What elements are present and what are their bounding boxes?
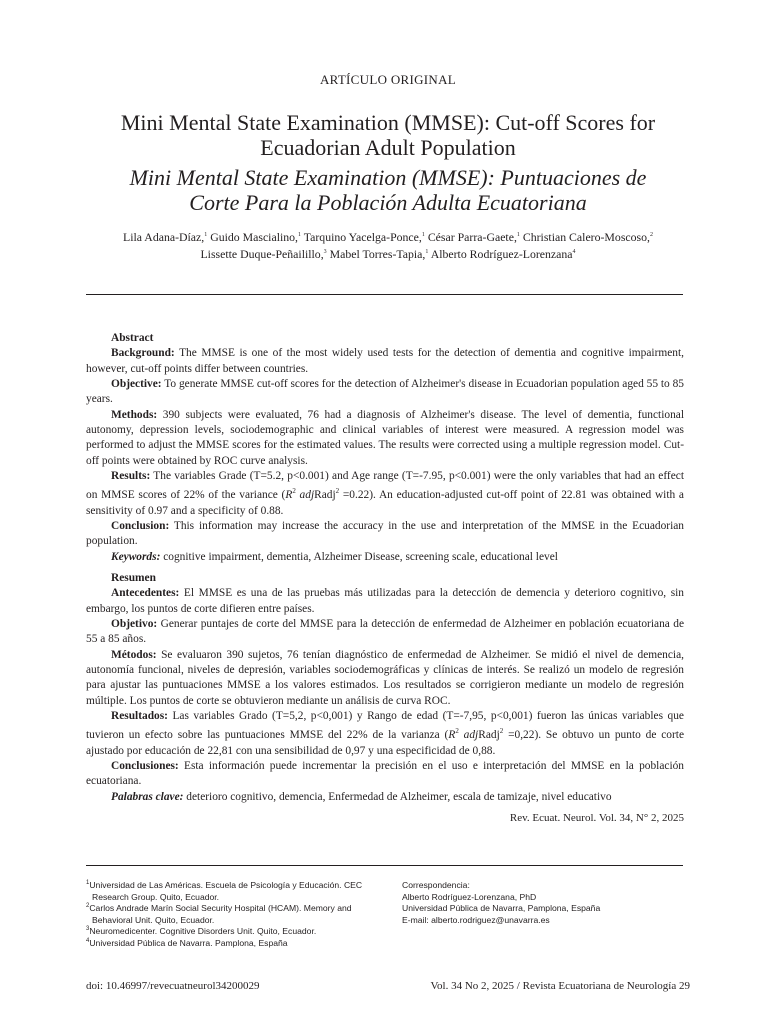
resumen-antecedentes: Antecedentes: El MMSE es una de las pruebas más utilizadas para la detección de demencia y deterioro cognitivo, sin embargo, los puntos de corte difieren entre países.: [86, 587, 684, 615]
correspondence-name: Alberto Rodríguez-Lorenzana, PhD: [402, 891, 537, 902]
abstract-keywords: Keywords: cognitive impairment, dementia, Alzheimer Disease, screening scale, educational level: [111, 550, 558, 563]
affiliation-item: $^1$Universidad de Las Américas. Escuela de Psicología y Educación. CEC Research Group. Quito, Ecuador.: [86, 880, 363, 902]
article-title-spanish: Mini Mental State Examination (MMSE): Puntuaciones de Corte Para la Población Adulta Ecuatoriana: [129, 165, 647, 215]
header-divider: [86, 294, 683, 295]
page-footer: Vol. 34 No 2, 2025 / Revista Ecuatoriana de Neurología 29: [430, 980, 690, 992]
author-list: [90, 229, 686, 263]
author-affiliation: 1: [298, 232, 301, 239]
abstract-heading: Abstract: [111, 332, 154, 344]
author-name: Alberto Rodríguez-Lorenzana: [430, 247, 573, 261]
author-affiliation: 1: [421, 232, 425, 239]
affiliation-item: $^4$Universidad Pública de Navarra. Pamplona, España: [86, 937, 288, 948]
correspondence-institution: Universidad Pública de Navarra, Pamplona, España: [402, 903, 601, 914]
article-title-english: Mini Mental State Examination (MMSE): Cut-off Scores for Ecuadorian Adult Population: [120, 110, 656, 160]
journal-citation: Rev. Ecuat. Neurol. Vol. 34, N° 2, 2025: [509, 812, 684, 824]
author-name: Tarquino Yacelga-Ponce,: [303, 230, 422, 244]
section-label: ARTÍCULO ORIGINAL: [319, 72, 457, 87]
author-affiliation: 1: [425, 249, 429, 256]
footnote-divider: [86, 865, 683, 866]
abstract-background: Background: The MMSE is one of the most widely used tests for the detection of dementia and cognitive impairment, however, cut-off points differ between countries.: [86, 347, 684, 375]
abstract-section: [86, 331, 684, 565]
author-affiliation: 4: [572, 249, 576, 256]
affiliation-item: $^3$Neuromedicenter. Cognitive Disorders Unit. Quito, Ecuador.: [86, 926, 317, 937]
author-name: Lila Adana-Díaz,: [123, 230, 205, 244]
affiliation-item: $^2$Carlos Andrade Marín Social Security Hospital (HCAM). Memory and Behavioral Unit. Quito, Ecuador.: [86, 903, 352, 925]
author-affiliation: 1: [516, 232, 520, 239]
doi: doi: 10.46997/revecuatneurol34200029: [86, 980, 260, 992]
author-affiliation: 1: [204, 232, 208, 239]
author-name: Mabel Torres-Tapia,: [329, 247, 426, 261]
abstract-conclusion: Conclusion: This information may increase the accuracy in the use and interpretation of the MMSE in the Ecuadorian population.: [86, 519, 684, 548]
author-affiliation: 3: [323, 249, 327, 256]
correspondence-email[interactable]: E-mail: alberto.rodriguez@unavarra.es: [402, 914, 550, 925]
author-name: Lissette Duque-Peñailillo,: [200, 247, 324, 261]
resumen-heading: Resumen: [111, 572, 156, 584]
resumen-metodos: Métodos: Se evaluaron 390 sujetos, 76 tenían diagnóstico de enfermedad de Alzheimer. Se midió el nivel de demencia, autonomía funcional, niveles de depresión, variables sociodemográficas y clínicas de interés. Se realizó un modelo de regresión para ajustar las puntuaciones MMSE a los valores estimados. Los resultados se corrigieron mediante un modelo de regresión múltiple. Los puntos de corte se obtuvieron mediante un análisis de curva ROC.: [86, 648, 684, 707]
correspondence: [402, 880, 682, 926]
author-name: César Parra-Gaete,: [427, 230, 517, 244]
resumen-resultados: Resultados: Las variables Grado (T=5,2, p<0,001) y Rango de edad (T=-7,95, p<0,001) fueron las únicas variables que tuvieron un efecto sobre las puntuaciones MMSE del 22% de la varianza ($R^2$ adjRadj$^2$ =0,22). Se obtuvo un punto de corte ajustado por educación de 22,81 con una sensibilidad de 0,97 y una especificidad de 0,88.: [86, 710, 685, 757]
abstract-objective: Objective: To generate MMSE cut-off scores for the detection of Alzheimer's disease in Ecuadorian population aged 55 to 85 years.: [86, 378, 684, 406]
resumen-section: [86, 571, 684, 805]
resumen-objetivo: Objetivo: Generar puntajes de corte del MMSE para la detección de enfermedad de Alzheimer en población ecuatoriana de 55 a 85 años.: [86, 618, 684, 646]
resumen-palabras-clave: Palabras clave: deterioro cognitivo, demencia, Enfermedad de Alzheimer, escala de tamizaje, nivel educativo: [111, 790, 612, 803]
abstract-methods: Methods: 390 subjects were evaluated, 76 had a diagnosis of Alzheimer's disease. The level of dementia, functional autonomy, depression levels, sociodemographic and clinical variables of interest were measured. A regression model was performed to adjust the MMSE scores for the estimated values. The results were corrected using a multiple regression model. Cut-off points were obtained by ROC curve analysis.: [86, 408, 684, 467]
abstract-results: Results: The variables Grade (T=5.2, p<0.001) and Age range (T=-7.95, p<0.001) were the only variables that had an effect on MMSE scores of 22% of the variance ($R^2$ adjRadj$^2$ =0.22). An education-adjusted cut-off point of 22.81 was obtained with a sensitivity of 0.97 and a specificity of 0.88.: [86, 470, 684, 517]
resumen-conclusiones: Conclusiones: Esta información puede incrementar la precisión en el uso e interpretación del MMSE en la población ecuatoriana.: [86, 759, 684, 788]
affiliations: [86, 880, 378, 950]
author-name: Christian Calero-Moscoso,: [522, 230, 650, 244]
correspondence-label: Correspondencia:: [402, 880, 470, 890]
author-name: Guido Mascialino,: [210, 230, 298, 244]
author-affiliation: 2: [650, 232, 653, 239]
